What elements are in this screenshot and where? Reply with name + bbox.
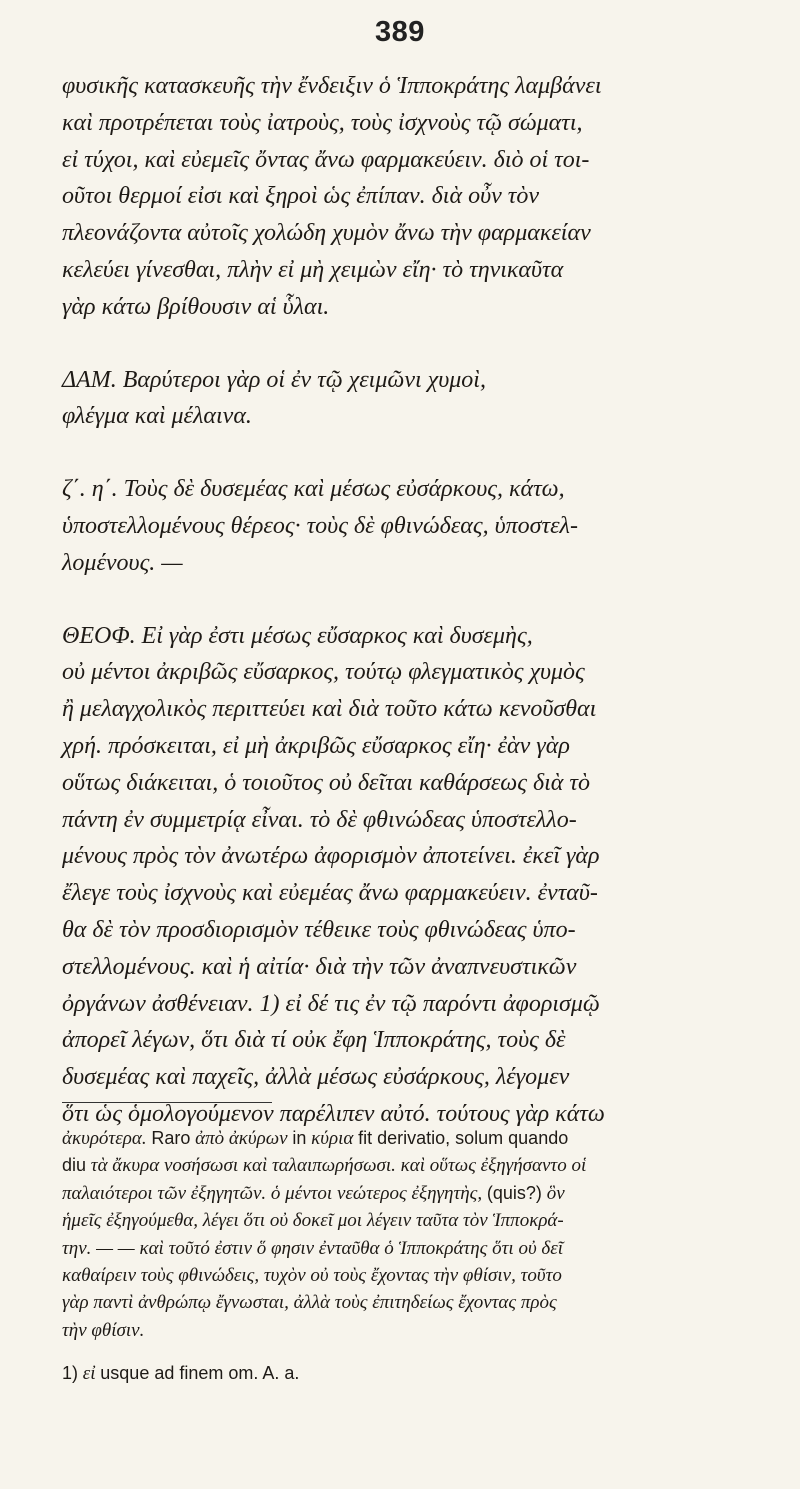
- footnote-commentary: [62, 1125, 764, 1344]
- footnote-greek: τὴν φθίσιν.: [62, 1319, 145, 1341]
- text-line: ΔΑΜ. Βαρύτεροι γὰρ οἱ ἐν τῷ χειμῶνι χυμοὶ,: [62, 366, 486, 393]
- footnote-latin: usque ad finem om. A. a.: [100, 1363, 300, 1384]
- footnotes: [62, 1102, 764, 1388]
- text-line: ἔλεγε τοὺς ἰσχνοὺς καὶ εὐεμέας ἄνω φαρμακεύειν. ἐνταῦ-: [62, 880, 598, 907]
- footnote-line: [62, 1152, 764, 1179]
- text-line: πλεονάζοντα αὐτοῖς χολώδη χυμὸν ἄνω τὴν φαρμακείαν: [62, 220, 591, 247]
- text-line: στελλομένους. καὶ ἡ αἰτία· διὰ τὴν τῶν ἀναπνευστικῶν: [62, 953, 577, 980]
- text-line: μένους πρὸς τὸν ἀνωτέρω ἀφορισμὸν ἀποτείνει. ἐκεῖ γὰρ: [62, 843, 600, 870]
- footnote-line: [62, 1125, 764, 1152]
- footnote-greek: ἀπὸ ἀκύρων: [195, 1128, 288, 1149]
- page-number: 389: [375, 16, 425, 48]
- main-text: [62, 68, 764, 1169]
- text-line: καὶ προτρέπεται τοὺς ἰατροὺς, τοὺς ἰσχνοὺς τῷ σώματι,: [62, 109, 583, 136]
- text-line: γὰρ κάτω βρίθουσιν αἱ ὗλαι.: [62, 293, 330, 320]
- text-line: ΘΕΟΦ. Εἰ γὰρ ἐστι μέσως εὔσαρκος καὶ δυσεμὴς,: [62, 622, 533, 649]
- footnote-greek: κύρια: [311, 1128, 354, 1149]
- text-line: ὑποστελλομένους θέρεος· τοὺς δὲ φθινώδεας, ὑποστελ-: [62, 512, 578, 539]
- text-line: δυσεμέας καὶ παχεῖς, ἀλλὰ μέσως εὐσάρκους, λέγομεν: [62, 1064, 570, 1091]
- text-line: ἀπορεῖ λέγων, ὅτι διὰ τί οὐκ ἔφη Ἱπποκράτης, τοὺς δὲ: [62, 1027, 566, 1054]
- text-line: ζ΄. η΄. Τοὺς δὲ δυσεμέας καὶ μέσως εὐσάρκους, κάτω,: [62, 476, 565, 503]
- text-line: πάντη ἐν συμμετρίᾳ εἶναι. τὸ δὲ φθινώδεας ὑποστελλο-: [62, 806, 577, 833]
- text-line: οὐ μέντοι ἀκριβῶς εὔσαρκος, τούτῳ φλεγματικὸς χυμὸς: [62, 659, 585, 686]
- text-line: οῦτοι θερμοί εἰσι καὶ ξηροὶ ὡς ἐπίπαν. διὰ οὖν τὸν: [62, 183, 539, 210]
- paragraph-3: [62, 471, 764, 581]
- footnote-greek: γὰρ παντὶ ἀνθρώπῳ ἔγνωσται, ἀλλὰ τοὺς ἐπιτηδείως ἔχοντας πρὸς: [62, 1292, 557, 1314]
- footnote-greek: παλαιότεροι τῶν ἐξηγητῶν. ὁ μέντοι νεώτερος ἐξηγητὴς,: [62, 1182, 483, 1204]
- footnote-greek: τὰ ἄκυρα νοσήσωσι καὶ ταλαιπωρήσωσι. καὶ οὕτως ἐξηγήσαντο οἱ: [90, 1155, 587, 1177]
- footnote-line: [62, 1207, 764, 1234]
- paragraph-1: [62, 68, 764, 326]
- footnote-line: [62, 1289, 764, 1316]
- footnote-latin: fit derivatio, solum quando: [358, 1128, 569, 1148]
- text-line: λομένους. —: [62, 549, 183, 576]
- footnote-latin: diu: [62, 1155, 87, 1176]
- footnote-greek: ἡμεῖς ἐξηγούμεθα, λέγει ὅτι οὐ δοκεῖ μοι λέγειν ταῦτα τὸν Ἱπποκρά-: [62, 1210, 564, 1232]
- text-line: χρή. πρόσκειται, εἰ μὴ ἀκριβῶς εὔσαρκος εἴη· ἐὰν γὰρ: [62, 732, 570, 759]
- footnote-greek: την. — — καὶ τοῦτό ἐστιν ὅ φησιν ἐνταῦθα ὁ Ἱπποκράτης ὅτι οὐ δεῖ: [62, 1237, 564, 1259]
- text-line: φυσικῆς κατασκευῆς τὴν ἔνδειξιν ὁ Ἱπποκράτης λαμβάνει: [62, 73, 602, 99]
- footnote-separator: [62, 1102, 272, 1103]
- text-line: κελεύει γίνεσθαι, πλὴν εἰ μὴ χειμὼν εἴη· τὸ τηνικαῦτα: [62, 256, 564, 283]
- text-line: εἰ τύχοι, καὶ εὐεμεῖς ὄντας ἄνω φαρμακεύειν. διὸ οἱ τοι-: [62, 146, 590, 173]
- footnote-line: [62, 1262, 764, 1289]
- footnote-line: [62, 1180, 764, 1207]
- text-line: θα δὲ τὸν προσδιορισμὸν τέθεικε τοὺς φθινώδεας ὑπο-: [62, 916, 576, 943]
- footnote-latin: Raro: [151, 1128, 191, 1148]
- text-line: ἢ μελαγχολικὸς περιττεύει καὶ διὰ τοῦτο κάτω κενοῦσθαι: [62, 696, 597, 723]
- paragraph-2: [62, 362, 764, 436]
- footnote-latin: in: [292, 1128, 307, 1148]
- paragraph-4: [62, 618, 764, 1133]
- footnote-greek: ἀκυρότερα.: [62, 1128, 147, 1149]
- footnote-greek: εἰ: [82, 1363, 96, 1385]
- footnote-1: [62, 1360, 764, 1387]
- text-line: οὕτως διάκειται, ὁ τοιοῦτος οὐ δεῖται καθάρσεως διὰ τὸ: [62, 769, 590, 796]
- text-line: φλέγμα καὶ μέλαινα.: [62, 403, 252, 430]
- footnote-line: [62, 1360, 764, 1387]
- footnote-marker: 1): [62, 1363, 79, 1384]
- footnote-greek: ὃν: [546, 1182, 565, 1204]
- text-line: ὀργάνων ἀσθένειαν. 1) εἰ δέ τις ἐν τῷ παρόντι ἀφορισμῷ: [62, 990, 600, 1017]
- text-line: ὅτι ὡς ὁμολογούμενον παρέλιπεν αὐτό. τούτους γὰρ κάτω: [62, 1100, 605, 1127]
- footnote-latin: (quis?): [486, 1182, 542, 1203]
- footnote-greek: καθαίρειν τοὺς φθινώδεις, τυχὸν οὐ τοὺς ἔχοντας τὴν φθίσιν, τοῦτο: [62, 1265, 562, 1287]
- footnote-line: [62, 1235, 764, 1262]
- footnote-line: [62, 1317, 764, 1344]
